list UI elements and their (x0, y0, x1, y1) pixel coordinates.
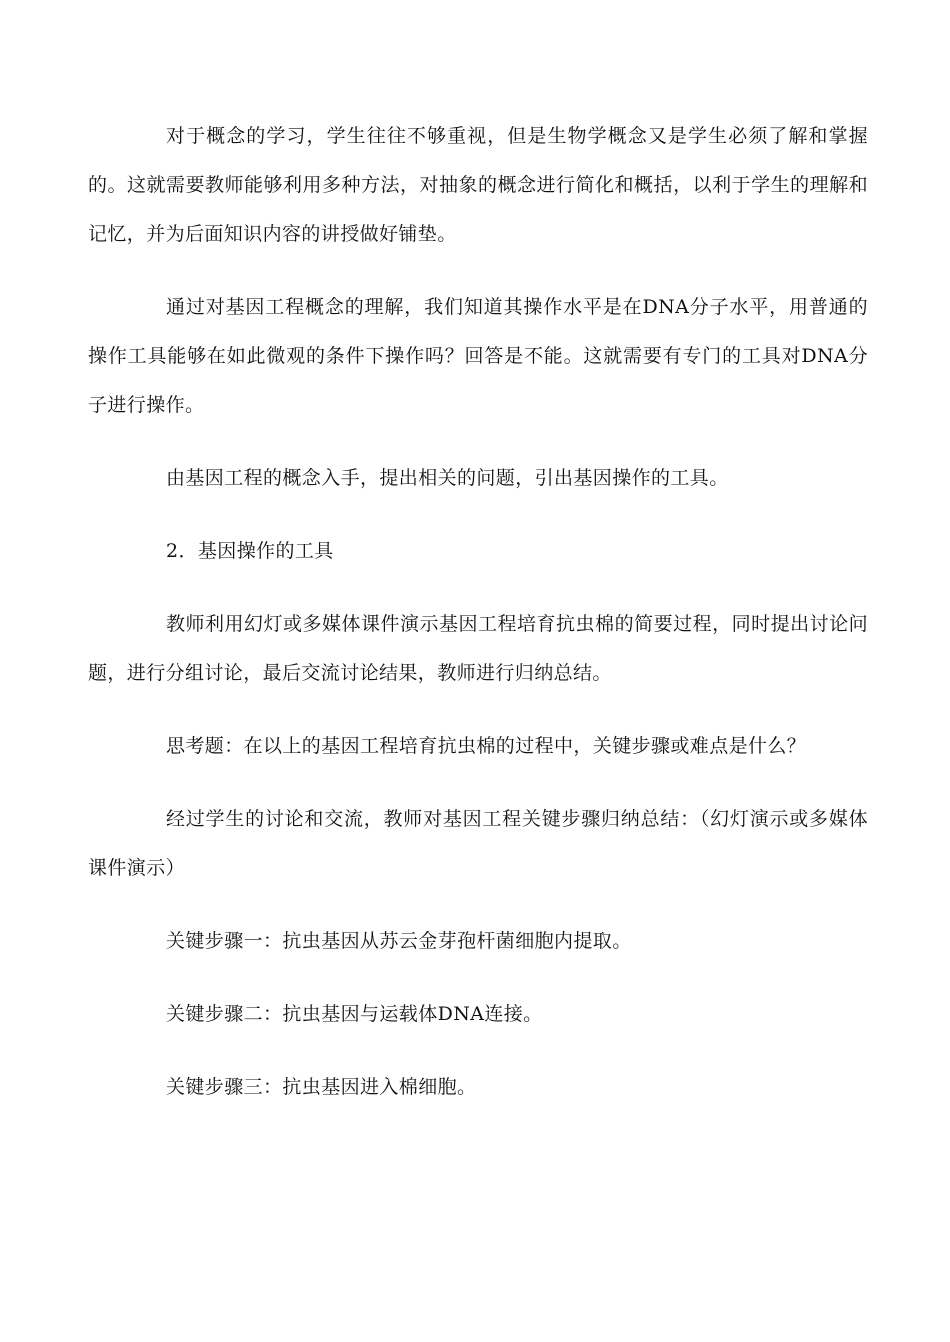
paragraph-summary-intro: 经过学生的讨论和交流，教师对基因工程关键步骤归纳总结：（幻灯演示或多媒体课件演示） (88, 808, 868, 879)
document-body (88, 112, 868, 1136)
paragraph-teacher-demo: 教师利用幻灯或多媒体课件演示基因工程培育抗虫棉的简要过程，同时提出讨论问题，进行分组讨论，最后交流讨论结果，教师进行归纳总结。 (88, 613, 868, 684)
paragraph-key-step-2: 关键步骤二：抗虫基因与运载体DNA连接。 (166, 1003, 543, 1025)
paragraph-introduce-tools: 由基因工程的概念入手，提出相关的问题，引出基因操作的工具。 (166, 467, 729, 489)
paragraph-key-step-3: 关键步骤三：抗虫基因进入棉细胞。 (166, 1076, 477, 1098)
section-heading-gene-tools: 2．基因操作的工具 (166, 540, 334, 562)
paragraph-concept-learning: 对于概念的学习，学生往往不够重视，但是生物学概念又是学生必须了解和掌握的。这就需要教师能够利用多种方法，对抽象的概念进行简化和概括，以利于学生的理解和记忆，并为后面知识内容的讲授做好铺垫。 (88, 125, 868, 245)
paragraph-discussion-question: 思考题：在以上的基因工程培育抗虫棉的过程中，关键步骤或难点是什么？ (166, 735, 807, 757)
paragraph-key-step-1: 关键步骤一：抗虫基因从苏云金芽孢杆菌细胞内提取。 (166, 930, 632, 952)
paragraph-dna-operation: 通过对基因工程概念的理解，我们知道其操作水平是在DNA分子水平，用普通的操作工具能够在如此微观的条件下操作吗？回答是不能。这就需要有专门的工具对DNA分子进行操作。 (88, 296, 868, 416)
